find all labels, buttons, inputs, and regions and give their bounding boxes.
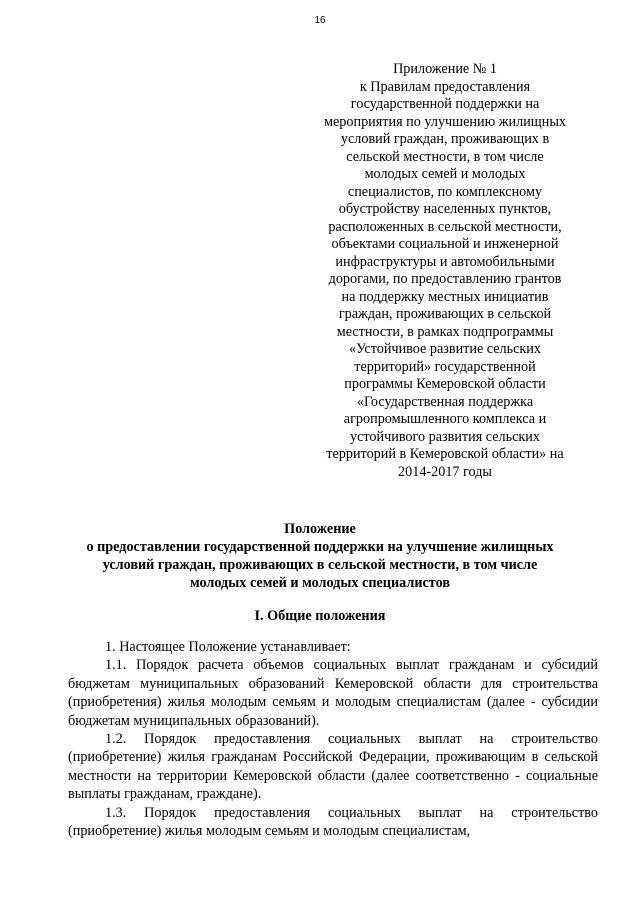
- appendix-line: расположенных в сельской местности,: [328, 218, 562, 235]
- appendix-line: «Устойчивое развитие сельских: [349, 341, 541, 357]
- appendix-line: устойчивого развития сельских: [350, 428, 540, 445]
- appendix-line: «Государственная поддержка: [356, 393, 534, 410]
- appendix-line: на поддержку местных инициатив: [341, 288, 549, 305]
- appendix-line: 2014-2017 годы: [398, 463, 492, 480]
- appendix-line: дорогами, по предоставлению грантов: [328, 271, 562, 287]
- appendix-line: территорий в Кемеровской области» на: [326, 446, 564, 462]
- appendix-line: мероприятия по улучшению жилищных: [324, 113, 566, 130]
- page-number: 16: [314, 15, 326, 26]
- appendix-line: государственной поддержки на: [350, 96, 540, 112]
- appendix-line: программы Кемеровской области: [344, 376, 546, 392]
- title-line: Положение: [284, 521, 356, 537]
- title-line: условий граждан, проживающих в сельской местности, в том числе: [102, 557, 538, 573]
- appendix-line: условий граждан, проживающих в: [340, 131, 550, 147]
- appendix-line: Приложение № 1: [393, 61, 497, 77]
- paragraph: 1. Настоящее Положение устанавливает:: [105, 639, 351, 655]
- appendix-line: инфраструктуры и автомобильными: [335, 253, 555, 270]
- appendix-line: обустройству населенных пунктов,: [338, 201, 552, 217]
- appendix-line: молодых семей и молодых: [364, 166, 526, 182]
- appendix-line: сельской местности, в том числе: [346, 148, 544, 165]
- document-title: [40, 520, 600, 592]
- title-line: молодых семей и молодых специалистов: [190, 575, 450, 591]
- paragraph: 1.1. Порядок расчета объемов социальных выплат гражданам и субсидий бюджетам муниципальных образований Кемеровской области для строительства (приобретения) жилья молодым семьям и молодым специалистам (далее - субсидии бюджетам муниципальных образований).: [68, 657, 598, 729]
- appendix-line: местности, в рамках подпрограммы: [336, 323, 554, 340]
- appendix-line: территорий» государственной: [354, 358, 536, 375]
- appendix-line: к Правилам предоставления: [359, 78, 531, 95]
- paragraph: 1.3. Порядок предоставления социальных выплат на строительство (приобретение) жилья молодым семьям и молодым специалистам,: [68, 804, 598, 840]
- appendix-block: [290, 61, 600, 481]
- title-line: о предоставлении государственной поддержки на улучшение жилищных: [86, 539, 554, 555]
- appendix-line: агропромышленного комплекса и: [343, 411, 547, 427]
- paragraph: 1.2. Порядок предоставления социальных выплат на строительство (приобретение) жилья гражданам Российской Федерации, проживающим в сельской местности на территории Кемеровской области (далее соответственно - социальные выплаты гражданам, граждане).: [68, 731, 598, 803]
- body-text: [68, 638, 598, 840]
- appendix-line: граждан, проживающих в сельской: [338, 306, 552, 322]
- section-heading: I. Общие положения: [254, 608, 386, 624]
- appendix-line: специалистов, по комплексному: [347, 183, 543, 200]
- appendix-line: объектами социальной и инженерной: [331, 236, 559, 252]
